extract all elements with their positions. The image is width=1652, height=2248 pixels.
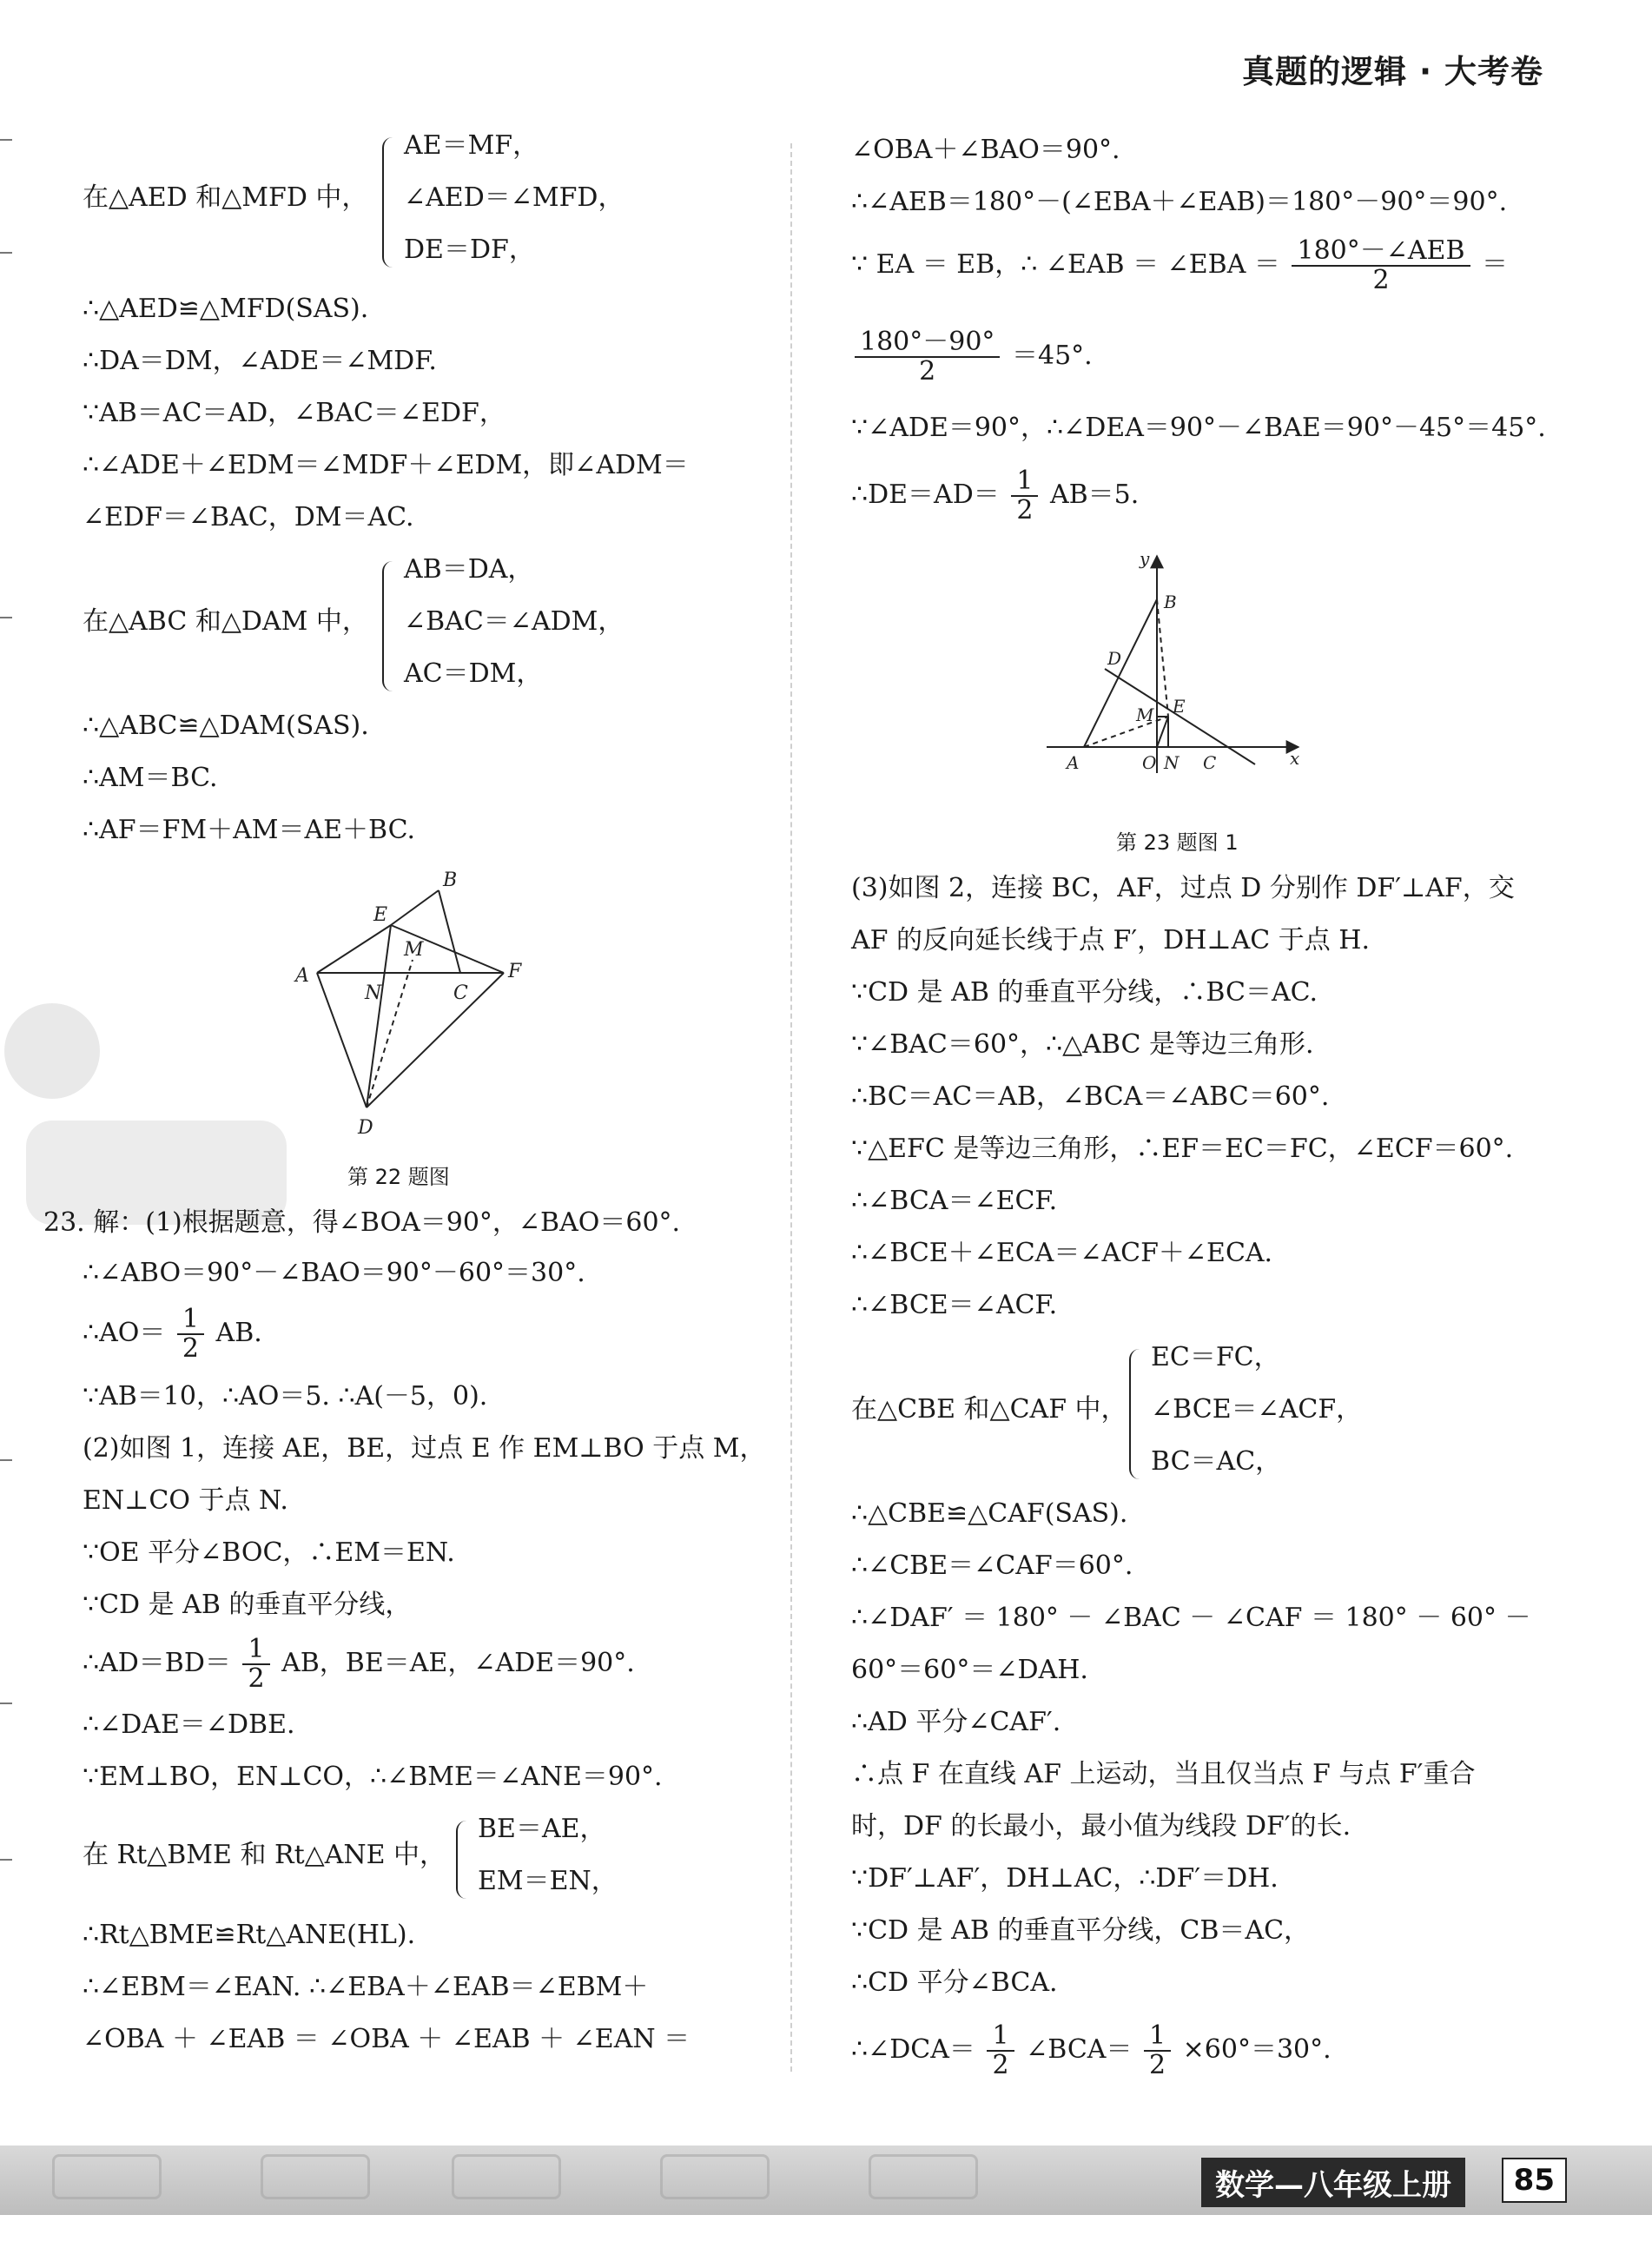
text-line: ∴∠EBM＝∠EAN. ∴∠EBA＋∠EAB＝∠EBM＋ [83, 1972, 649, 2002]
system-lead: 在 Rt△BME 和 Rt△ANE 中， [83, 1840, 446, 1870]
label-o: O [1142, 752, 1157, 773]
margin-tick [0, 139, 12, 141]
text-line: ∴∠BCE＋∠ECA＝∠ACF＋∠ECA. [851, 1238, 1273, 1268]
footer-watermark [261, 2154, 370, 2199]
system-row: ∠BAC＝∠ADM， [404, 606, 624, 637]
label-a: A [1067, 752, 1080, 773]
text-line: ∴AM＝BC. [83, 763, 218, 793]
system-row: AE＝MF， [404, 130, 539, 161]
text-line: ∠OBA ＋ ∠EAB ＝ ∠OBA ＋ ∠EAB ＋ ∠EAN ＝ [83, 2024, 691, 2054]
text: ∴DE＝AD＝ [851, 479, 1000, 510]
label-c: C [1203, 752, 1217, 773]
denominator: 2 [1149, 2050, 1166, 2080]
text-line: ∠EDF＝∠BAC，DM＝AC. [83, 502, 414, 532]
brace [1129, 1349, 1145, 1479]
fraction [855, 328, 1000, 386]
text-line: ∴∠ADE＋∠EDM＝∠MDF＋∠EDM，即∠ADM＝ [83, 450, 689, 480]
numerator: 1 [1144, 2022, 1171, 2052]
figure-23 [1042, 547, 1303, 782]
text-line: AF 的反向延长线于点 F′，DH⊥AC 于点 H. [851, 925, 1370, 955]
text-line: ∵DF′⊥AF′，DH⊥AC，∴DF′＝DH. [851, 1863, 1279, 1894]
line-cd [1105, 669, 1255, 764]
text-line: ∴∠AEB＝180°－(∠EBA＋∠EAB)＝180°－90°＝90°. [851, 187, 1508, 217]
text-line: ∵CD 是 AB 的垂直平分线， [83, 1590, 412, 1620]
text: ＝ [1482, 249, 1509, 280]
footer-watermark [452, 2154, 561, 2199]
label-e: E [1173, 696, 1186, 717]
denominator: 2 [919, 356, 936, 387]
text-line: ∴△ABC≌△DAM(SAS). [83, 711, 369, 741]
text-line: ∴∠BCA＝∠ECF. [851, 1186, 1058, 1216]
text-line: ∴AF＝FM＋AM＝AE＋BC. [83, 815, 416, 845]
header-title: 真题的逻辑 · 大考卷 [1242, 53, 1543, 90]
fraction [177, 1306, 204, 1363]
text: ∴∠DCA＝ [851, 2034, 975, 2065]
label-e: E [373, 904, 388, 926]
brace [382, 137, 398, 268]
text-line: ∴∠CBE＝∠CAF＝60°. [851, 1550, 1133, 1581]
label-y: y [1140, 548, 1150, 569]
margin-tick [0, 617, 12, 618]
text-line: ∴△AED≌△MFD(SAS). [83, 294, 369, 324]
system-row: ∠BCE＝∠ACF， [1151, 1394, 1363, 1425]
numerator: 180°－90° [855, 328, 1000, 358]
text-line: ∴Rt△BME≌Rt△ANE(HL). [83, 1920, 416, 1950]
text-line: ∴点 F 在直线 AF 上运动，当且仅当点 F 与点 F′重合 [851, 1759, 1476, 1789]
system-row: BC＝AC， [1151, 1446, 1282, 1477]
numerator: 1 [987, 2022, 1014, 2052]
numerator: 1 [242, 1636, 269, 1665]
text: ＝45°. [1011, 341, 1093, 371]
system-lead: 在△CBE 和△CAF 中， [851, 1394, 1127, 1425]
text-line-fraction [83, 1303, 262, 1364]
numerator: 1 [177, 1306, 204, 1335]
text: AB，BE＝AE，∠ADE＝90°. [281, 1648, 635, 1678]
figure-23-caption: 第 23 题图 1 [1116, 830, 1239, 855]
text: AB＝5. [1049, 479, 1140, 510]
label-n: N [365, 982, 382, 1004]
text-line: ∴∠DAF′ ＝ 180° － ∠BAC － ∠CAF ＝ 180° － 60° － [851, 1603, 1531, 1633]
label-d: D [358, 1117, 373, 1139]
segment-ad [317, 973, 367, 1107]
text: AB. [215, 1318, 262, 1348]
watermark-logo [0, 999, 304, 1242]
system-row: AB＝DA， [404, 554, 534, 585]
label-n: N [1164, 752, 1180, 773]
system-row: EC＝FC， [1151, 1342, 1280, 1372]
text-line: ∴BC＝AC＝AB，∠BCA＝∠ABC＝60°. [851, 1081, 1330, 1112]
text-line: ∵CD 是 AB 的垂直平分线，∴BC＝AC. [851, 977, 1318, 1008]
text-line: ∵△EFC 是等边三角形，∴EF＝EC＝FC，∠ECF＝60°. [851, 1134, 1514, 1164]
label-b: B [443, 869, 458, 891]
text-line: ∴∠BCE＝∠ACF. [851, 1290, 1058, 1320]
figure-22-caption: 第 22 题图 [347, 1165, 450, 1189]
text: ∵ EA ＝ EB，∴ ∠EAB ＝ ∠EBA ＝ [851, 249, 1280, 280]
text-line: ∵CD 是 AB 的垂直平分线，CB＝AC， [851, 1915, 1311, 1946]
text-line: (2)如图 1，连接 AE，BE，过点 E 作 EM⊥BO 于点 M， [83, 1433, 766, 1464]
margin-tick [0, 252, 12, 254]
label-x: x [1290, 748, 1300, 769]
label-a: A [295, 965, 309, 987]
text-line: 时，DF 的长最小，最小值为线段 DF′的长. [851, 1811, 1351, 1841]
fraction [1011, 467, 1038, 525]
system-row: EM＝EN， [478, 1866, 618, 1896]
segment-oe [1157, 717, 1168, 747]
text-line: ∵OE 平分∠BOC，∴EM＝EN. [83, 1537, 455, 1568]
footer-band [0, 2146, 1652, 2215]
margin-tick [0, 1459, 12, 1461]
text-line: ∵EM⊥BO，EN⊥CO，∴∠BME＝∠ANE＝90°. [83, 1762, 663, 1792]
segment-bc [439, 890, 460, 973]
brace [456, 1821, 472, 1899]
numerator: 180°－∠AEB [1292, 237, 1470, 267]
text-line-fraction [851, 2020, 1332, 2080]
text-line: ∵AB＝AC＝AD，∠BAC＝∠EDF， [83, 398, 506, 428]
text: ∴AD＝BD＝ [83, 1648, 231, 1678]
footer-watermark [660, 2154, 770, 2199]
system-lead: 在△ABC 和△DAM 中， [83, 606, 368, 637]
text-line-fraction [851, 465, 1139, 526]
denominator: 2 [248, 1663, 265, 1694]
margin-tick [0, 1703, 12, 1704]
text-line: ∴AD 平分∠CAF′. [851, 1707, 1061, 1737]
figure-22 [287, 864, 547, 1142]
denominator: 2 [992, 2050, 1009, 2080]
label-d: D [1107, 648, 1122, 669]
text: ×60°＝30°. [1182, 2034, 1332, 2065]
text: ∠BCA＝ [1026, 2034, 1133, 2065]
text-line: EN⊥CO 于点 N. [83, 1485, 288, 1516]
text-line: 60°＝60°＝∠DAH. [851, 1655, 1088, 1685]
denominator: 2 [1372, 265, 1390, 295]
brace [382, 561, 398, 691]
label-m: M [404, 939, 424, 961]
text-line: (3)如图 2，连接 BC，AF，过点 D 分别作 DF′⊥AF，交 [851, 873, 1515, 903]
segment-eb [391, 890, 439, 925]
text-line: ∴CD 平分∠BCA. [851, 1967, 1058, 1998]
text-line-fraction [851, 326, 1093, 387]
segment-be [1157, 599, 1168, 717]
text-line: ∠OBA＋∠BAO＝90°. [851, 135, 1120, 165]
text: ∴AO＝ [83, 1318, 166, 1348]
system-row: ∠AED＝∠MFD， [404, 182, 624, 213]
margin-tick [0, 1859, 12, 1861]
label-b: B [1164, 592, 1177, 612]
text-line: ∵AB＝10，∴AO＝5. ∴A(－5，0). [83, 1381, 488, 1412]
text-line: 23. 解：(1)根据题意，得∠BOA＝90°，∠BAO＝60°. [43, 1207, 681, 1238]
fraction [1292, 237, 1470, 294]
column-divider [790, 143, 792, 2072]
label-c: C [453, 982, 468, 1004]
footer-watermark [52, 2154, 162, 2199]
numerator: 1 [1011, 467, 1038, 497]
text-line-fraction [83, 1633, 635, 1694]
denominator: 2 [1016, 495, 1034, 526]
text-line: ∴DA＝DM，∠ADE＝∠MDF. [83, 346, 437, 376]
denominator: 2 [182, 1333, 199, 1364]
label-m: M [1136, 704, 1154, 725]
system-row: AC＝DM， [404, 658, 543, 689]
text-line: ∴∠DAE＝∠DBE. [83, 1709, 295, 1740]
text-line: ∴∠ABO＝90°－∠BAO＝90°－60°＝30°. [83, 1258, 585, 1288]
segment-ae [317, 925, 391, 973]
book-title: 数学—八年级上册 [1201, 2158, 1465, 2207]
text-line: ∵∠BAC＝60°，∴△ABC 是等边三角形. [851, 1029, 1314, 1060]
segment-de [367, 925, 391, 1107]
system-row: DE＝DF， [404, 235, 535, 265]
system-lead: 在△AED 和△MFD 中， [83, 182, 368, 213]
page-number: 85 [1502, 2158, 1567, 2203]
system-row: BE＝AE， [478, 1814, 606, 1844]
text-line: ∴△CBE≌△CAF(SAS). [851, 1498, 1128, 1529]
fraction [242, 1636, 269, 1693]
fraction [987, 2022, 1014, 2079]
text-line: ∵∠ADE＝90°，∴∠DEA＝90°－∠BAE＝90°－45°＝45°. [851, 413, 1546, 443]
text-line-fraction [851, 235, 1508, 295]
footer-watermark [869, 2154, 978, 2199]
fraction [1144, 2022, 1171, 2079]
label-f: F [508, 961, 522, 982]
